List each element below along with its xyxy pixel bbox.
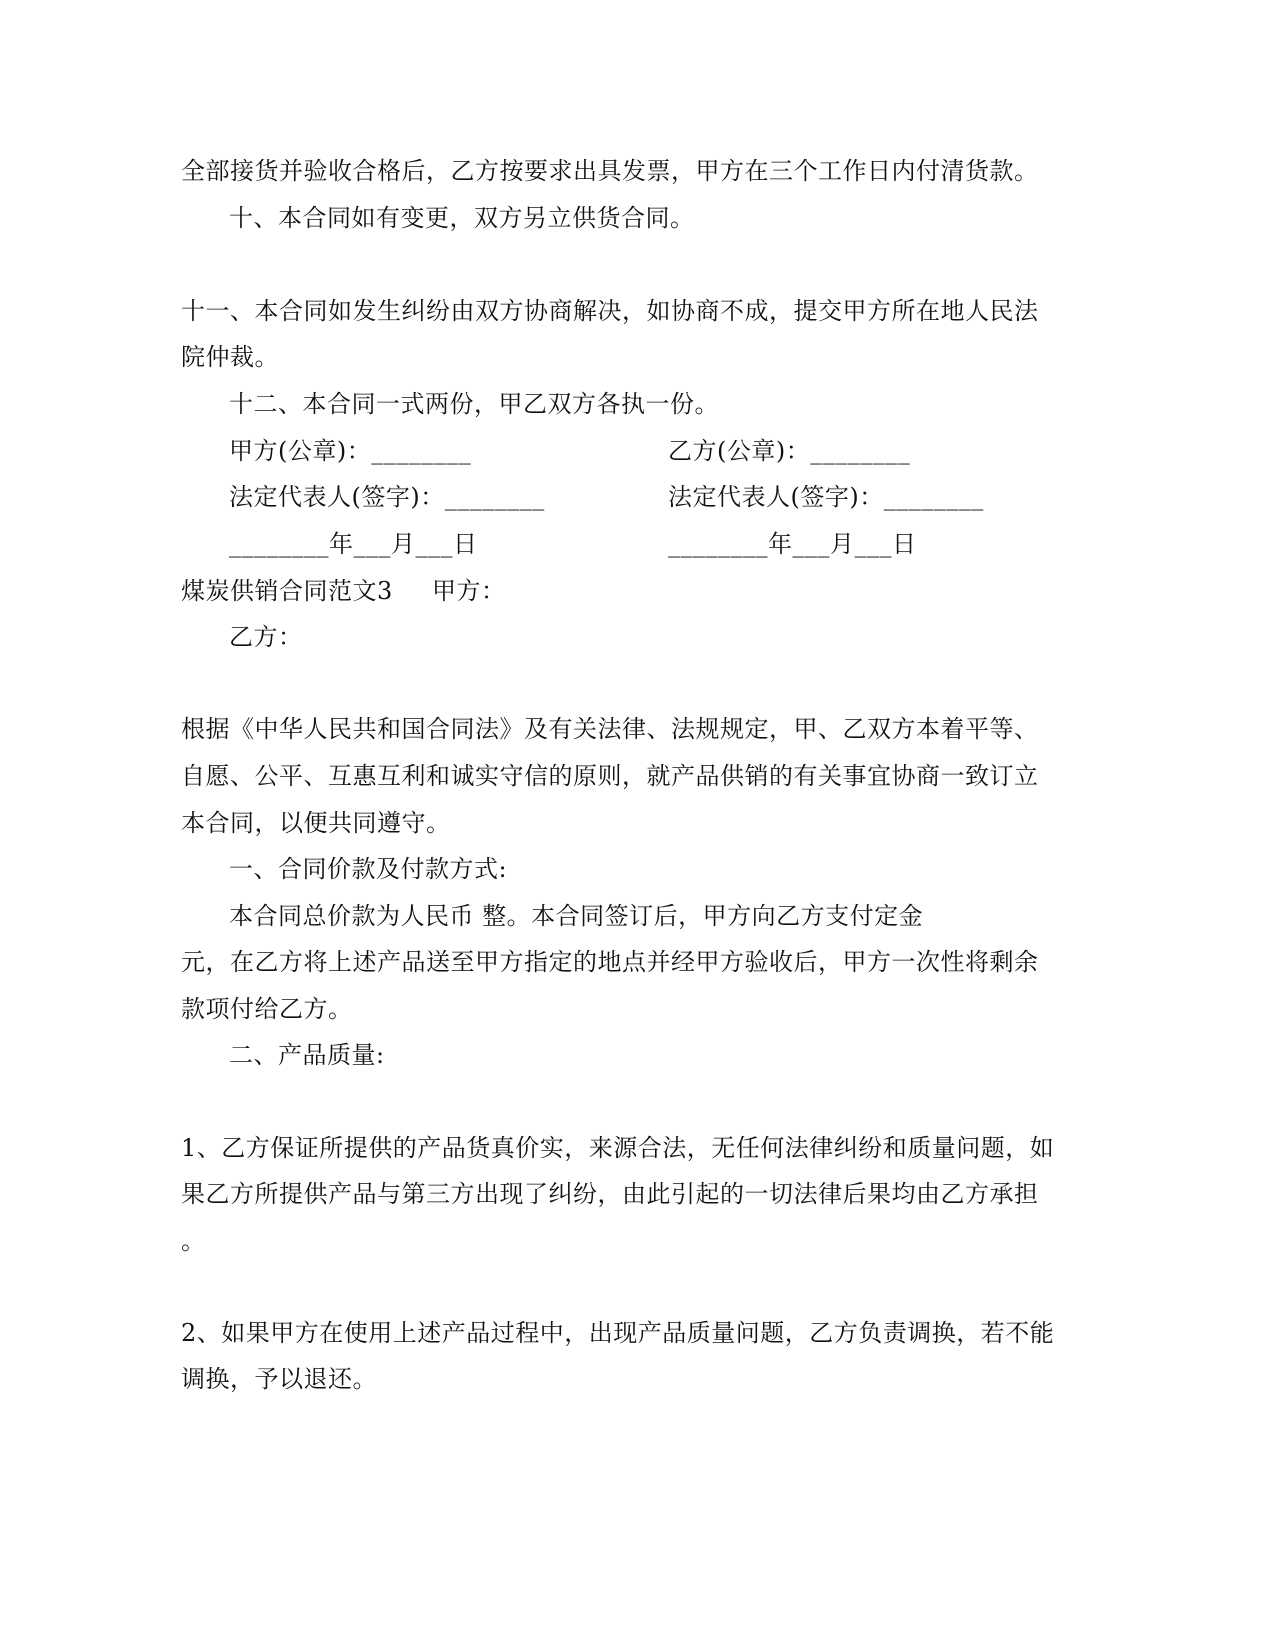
text-line: 本合同，以便共同遵守。 bbox=[181, 809, 451, 837]
text-line: 款项付给乙方。 bbox=[181, 995, 353, 1023]
clause-11: 十一、本合同如发生纠纷由双方协商解决，如协商不成，提交甲方所在地人民法 bbox=[181, 297, 1039, 325]
section-title: 煤炭供销合同范文3 bbox=[181, 577, 393, 605]
party-a-label: 甲方： bbox=[432, 577, 506, 605]
text-line: 自愿、公平、互惠互利和诚实守信的原则，就产品供销的有关事宜协商一致订立 bbox=[181, 762, 1039, 790]
party-b-seal: 乙方(公章)：________ bbox=[668, 437, 911, 465]
party-b-representative: 法定代表人(签字)：________ bbox=[668, 483, 984, 511]
party-a-representative: 法定代表人(签字)：________ bbox=[229, 483, 545, 511]
text-line: 本合同总价款为人民币 整。本合同签订后，甲方向乙方支付定金 bbox=[229, 902, 924, 930]
party-b-date: ________年___月___日 bbox=[668, 530, 917, 558]
text-line: 。 bbox=[181, 1227, 206, 1255]
text-line: 元，在乙方将上述产品送至甲方指定的地点并经甲方验收后，甲方一次性将剩余 bbox=[181, 948, 1039, 976]
party-a-date: ________年___月___日 bbox=[229, 530, 478, 558]
text-line: 全部接货并验收合格后，乙方按要求出具发票，甲方在三个工作日内付清货款。 bbox=[181, 157, 1039, 185]
text-line: 根据《中华人民共和国合同法》及有关法律、法规规定，甲、乙双方本着平等、 bbox=[181, 715, 1039, 743]
party-a-seal: 甲方(公章)：________ bbox=[229, 437, 472, 465]
text-line: 果乙方所提供产品与第三方出现了纠纷，由此引起的一切法律后果均由乙方承担 bbox=[181, 1180, 1039, 1208]
text-line: 1、乙方保证所提供的产品货真价实，来源合法，无任何法律纠纷和质量问题，如 bbox=[181, 1134, 1055, 1162]
text-line: 2、如果甲方在使用上述产品过程中，出现产品质量问题，乙方负责调换，若不能 bbox=[181, 1319, 1055, 1347]
clause-heading: 一、合同价款及付款方式: bbox=[229, 855, 508, 883]
clause-12: 十二、本合同一式两份，甲乙双方各执一份。 bbox=[229, 390, 719, 418]
text-line: 院仲裁。 bbox=[181, 343, 279, 371]
text-line: 调换，予以退还。 bbox=[181, 1365, 377, 1393]
party-b-label: 乙方： bbox=[229, 623, 303, 651]
clause-heading: 二、产品质量: bbox=[229, 1041, 385, 1069]
clause-10: 十、本合同如有变更，双方另立供货合同。 bbox=[229, 204, 695, 232]
